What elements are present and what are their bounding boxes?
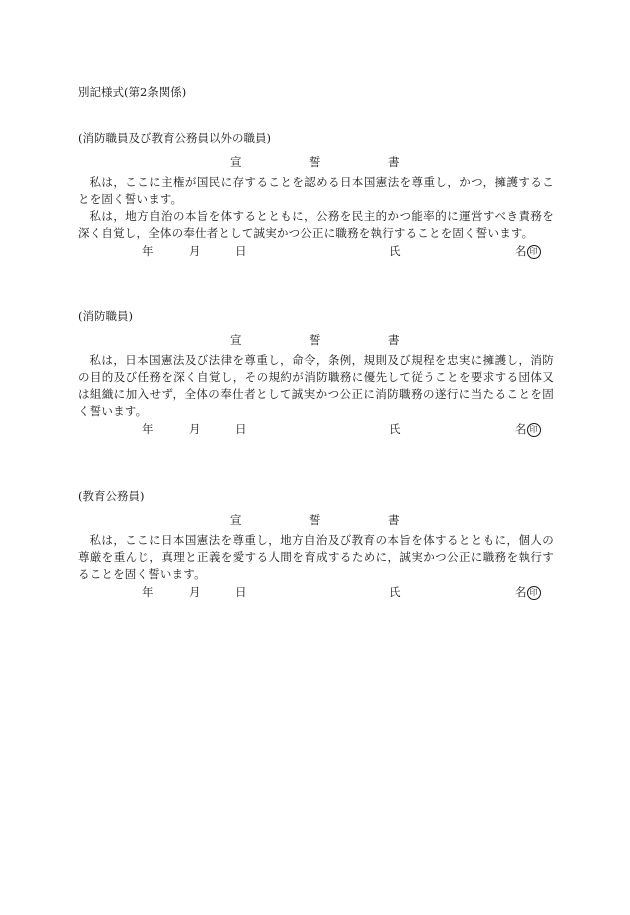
surname-label: 氏 [389, 585, 401, 599]
oath-section-educator [78, 484, 554, 601]
title-char: 誓 [309, 513, 321, 527]
oath-title [78, 508, 554, 532]
oath-paragraph: 私は，地方自治の本旨を体するとともに，公務を民主的かつ能率的に運営すべき責務を深く自覚し，全体の奉仕者として誠実かつ公正に職務を執行することを固く誓います。 [78, 209, 554, 240]
month-label: 月 [189, 585, 201, 599]
signature-line [78, 242, 554, 260]
surname-label: 氏 [389, 244, 401, 258]
title-char: 書 [388, 155, 400, 169]
seal-mark: 印 [527, 245, 541, 259]
section-label: (消防職員及び教育公務員以外の職員) [78, 131, 271, 145]
title-char: 誓 [309, 155, 321, 169]
seal-mark: 印 [527, 586, 541, 600]
day-label: 日 [235, 585, 247, 599]
title-char: 宣 [230, 513, 242, 527]
title-char: 宣 [230, 155, 242, 169]
month-label: 月 [189, 244, 201, 258]
name-char: 名 [515, 244, 527, 258]
form-heading: 別記様式(第2条関係) [78, 85, 187, 99]
name-label [515, 583, 541, 601]
title-char: 書 [388, 333, 400, 347]
oath-section-firefighter [78, 304, 554, 438]
surname-label: 氏 [389, 422, 401, 436]
year-label: 年 [142, 244, 154, 258]
signature-line [78, 420, 554, 438]
day-label: 日 [235, 244, 247, 258]
oath-paragraph: 私は，ここに主権が国民に存することを認める日本国憲法を尊重し，かつ，擁護することを固く誓います。 [78, 175, 554, 206]
name-char: 名 [515, 585, 527, 599]
name-label [515, 420, 541, 438]
year-label: 年 [142, 585, 154, 599]
name-char: 名 [515, 422, 527, 436]
section-label: (消防職員) [78, 309, 133, 323]
oath-title [78, 328, 554, 352]
oath-paragraph: 私は，ここに日本国憲法を尊重し，地方自治及び教育の本旨を体するとともに，個人の尊厳を重んじ，真理と正義を愛する人間を育成するために，誠実かつ公正に職務を執行することを固く誓います。 [78, 533, 554, 581]
month-label: 月 [189, 422, 201, 436]
day-label: 日 [235, 422, 247, 436]
year-label: 年 [142, 422, 154, 436]
signature-line [78, 583, 554, 601]
oath-paragraph: 私は，日本国憲法及び法律を尊重し，命令，条例，規則及び規程を忠実に擁護し，消防の目的及び任務を深く自覚し，その規約が消防職務に優先して従うことを要求する団体又は組織に加入せず，全体の奉仕者として誠実かつ公正に消防職務の遂行に当たることを固く誓います。 [78, 353, 554, 418]
section-label: (教育公務員) [78, 489, 145, 503]
oath-title [78, 150, 554, 174]
name-label [515, 242, 541, 260]
title-char: 書 [388, 513, 400, 527]
title-char: 誓 [309, 333, 321, 347]
title-char: 宣 [230, 333, 242, 347]
seal-mark: 印 [527, 423, 541, 437]
oath-section-general [78, 126, 554, 260]
